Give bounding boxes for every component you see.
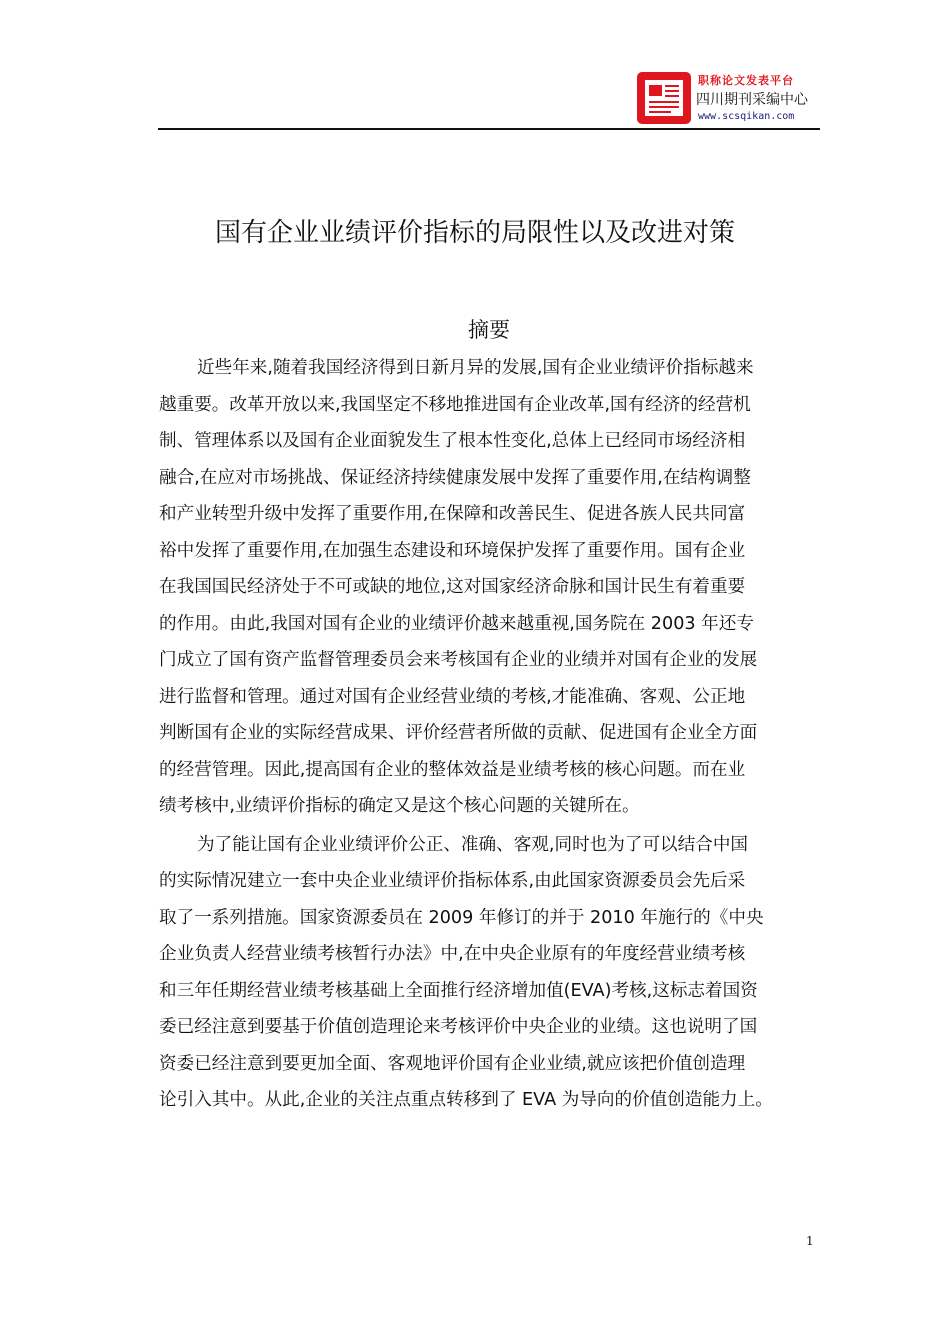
text-line: 和产业转型升级中发挥了重要作用,在保障和改善民生、促进各族人民共同富 (159, 504, 746, 524)
newspaper-icon (637, 72, 691, 124)
text-line: 在我国国民经济处于不可或缺的地位,这对国家经济命脉和国计民生有着重要 (159, 577, 746, 597)
logo-rule (649, 101, 679, 103)
logo-tagline: 职称论文发表平台 (698, 74, 794, 87)
text-line: 进行监督和管理。通过对国有企业经营业绩的考核,才能准确、客观、公正地 (159, 686, 746, 707)
text-line: 判断国有企业的实际经营成果、评价经营者所做的贡献、促进国有企业全方面 (159, 723, 758, 743)
text-line: 的作用。由此,我国对国有企业的业绩评价越来越重视,国务院在 2003 年还专 (159, 613, 754, 634)
document-title: 国有企业业绩评价指标的局限性以及改进对策 (214, 218, 735, 248)
text-line: 委已经注意到要基于价值创造理论来考核评价中央企业的业绩。这也说明了国 (159, 1017, 758, 1037)
logo-rule (665, 85, 679, 87)
text-line: 资委已经注意到要更加全面、客观地评价国有企业业绩,就应该把价值创造理 (159, 1053, 746, 1074)
text-line: 企业负责人经营业绩考核暂行办法》中,在中央企业原有的年度经营业绩考核 (159, 944, 746, 964)
text-line: 论引入其中。从此,企业的关注点重点转移到了 EVA 为导向的价值创造能力上。 (159, 1090, 773, 1110)
logo-rule (649, 111, 671, 113)
logo-rule (665, 90, 679, 92)
text-line: 绩考核中,业绩评价指标的确定又是这个核心问题的关键所在。 (159, 796, 640, 816)
text-line: 裕中发挥了重要作用,在加强生态建设和环境保护发挥了重要作用。国有企业 (159, 540, 746, 561)
logo-url: www.scsqikan.com (698, 111, 795, 122)
text-line: 融合,在应对市场挑战、保证经济持续健康发展中发挥了重要作用,在结构调整 (159, 467, 751, 488)
header-divider (158, 128, 820, 130)
logo-rule (665, 95, 679, 97)
site-logo (637, 72, 817, 126)
text-line: 取了一系列措施。国家资源委员在 2009 年修订的并于 2010 年施行的《中央 (159, 907, 764, 928)
abstract-heading: 摘要 (468, 318, 510, 342)
text-line: 越重要。改革开放以来,我国坚定不移地推进国有企业改革,国有经济的经营机 (159, 394, 751, 415)
text-line: 近些年来,随着我国经济得到日新月异的发展,国有企业业绩评价指标越来 (197, 358, 754, 378)
text-line: 的实际情况建立一套中央企业业绩评价指标体系,由此国家资源委员会先后采 (159, 871, 746, 891)
text-line: 门成立了国有资产监督管理委员会来考核国有企业的业绩并对国有企业的发展 (159, 650, 758, 670)
abstract-body (159, 350, 839, 1119)
text-line: 制、管理体系以及国有企业面貌发生了根本性变化,总体上已经同市场经济相 (159, 431, 746, 451)
logo-block (649, 85, 662, 96)
text-line: 的经营管理。因此,提高国有企业的整体效益是业绩考核的核心问题。而在业 (159, 759, 746, 780)
text-line: 为了能让国有企业业绩评价公正、准确、客观,同时也为了可以结合中国 (197, 834, 749, 855)
logo-name: 四川期刊采编中心 (696, 92, 808, 108)
logo-rule (649, 106, 679, 108)
text-line: 和三年任期经营业绩考核基础上全面推行经济增加值(EVA)考核,这标志着国资 (159, 980, 758, 1001)
page-number: 1 (806, 1234, 814, 1248)
